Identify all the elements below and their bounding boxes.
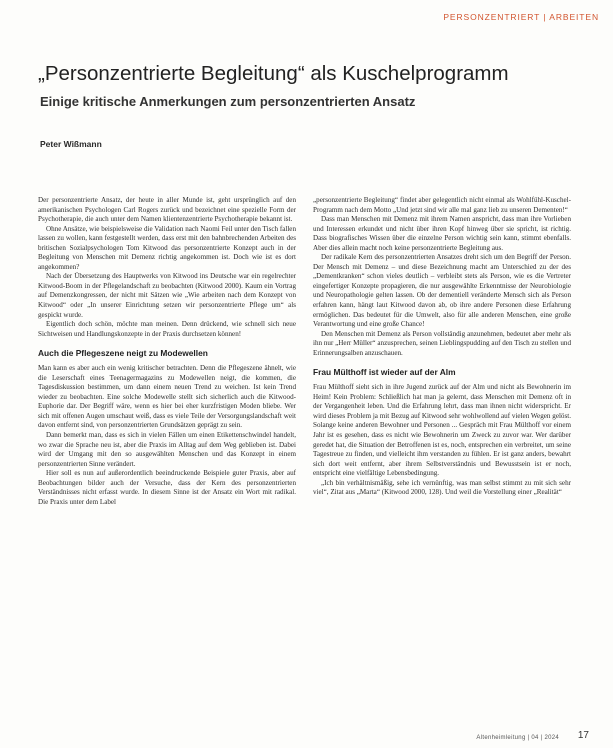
journal-footer: Altenheimleitung | 04 | 2024 xyxy=(476,735,559,741)
paragraph: Hier soll es nun auf außerordentlich beeindruckende Beispiele guter Praxis, aber auf Beobachtungen bilder auch der Versuche, dass der Kern des personzentrierten Verständnisses nicht erfasst wurde. In diesem Sinne ist der Ansatz ein Wort mit radikal. Die Praxis unter dem Label xyxy=(38,469,296,506)
page-number: 17 xyxy=(577,730,589,741)
section-label: PERSONZENTRIERT | ARBEITEN xyxy=(443,12,599,22)
left-text-column xyxy=(38,196,296,507)
article-subtitle: Einige kritische Anmerkungen zum personzentrierten Ansatz xyxy=(40,94,416,109)
article-title: „Personzentrierte Begleitung“ als Kuschelprogramm xyxy=(38,62,509,85)
paragraph: Der personzentrierte Ansatz, der heute in aller Munde ist, geht ursprünglich auf den amerikanischen Psychologen Carl Rogers zurück und bezeichnet eine spezielle Form der Psychotherapie, die auch unter dem Namen klientenzentrierte Psychotherapie bekannt ist. xyxy=(38,196,296,224)
paragraph: „Ich bin verhältnismäßig, sehe ich vernünftig, was man selbst stimmt zu mit sich sehr viel“, Zitat aus „Marta“ (Kitwood 2000, 128). Und weil die Vorstellung einer „Realität“ xyxy=(313,478,571,497)
paragraph: Den Menschen mit Demenz als Person vollständig anzunehmen, bedeutet aber mehr als ihn nur „Herr Müller“ anzusprechen, seinen Lieblingspudding auf den Tisch zu stellen und Erinnerungsalben anzuschauen. xyxy=(313,329,571,357)
paragraph: Der radikale Kern des personzentrierten Ansatzes dreht sich um den Begriff der Person. Der Mensch mit Demenz – und diese Bezeichnung macht am Unterschied zu der des „Dementkranken“ schon vieles deutlich – verbleibt stets als Person, wie es die Vertreter eingefertiger Konzepte propagieren, die nur ausgewählte Erkenntnisse der Neurobiologie und Neuropathologie gelten lassen. Ob der dementiell veränderte Mensch sich als Person erfahren kann, hängt laut Kitwood davon ab, ob ihre andere Personen diese Erfahrung ermöglichen. Das bedeutet für die Umwelt, also für alle anderen Menschen, eine große Verantwortung und eine große Chance! xyxy=(313,253,571,329)
paragraph: „personzentrierte Begleitung“ findet aber gelegentlich nicht einmal als Wohlfühl-Kuschel-Programm nach dem Motto „Und jetzt sind wir alle mal ganz lieb zu unseren Dementen!“ xyxy=(313,196,571,214)
section-heading: Auch die Pflegeszene neigt zu Modewellen xyxy=(38,348,208,359)
author-name: Peter Wißmann xyxy=(40,139,102,149)
paragraph: Nach der Übersetzung des Hauptwerks von Kitwood ins Deutsche war ein regelrechter Kitwood-Boom in der Pflegelandschaft zu beobachten (Kitwood 2000). Kaum ein Vortrag auf Demenzkongressen, der nicht mit Sätzen wie „Wie arbeiten nach dem Konzept von Kitwood“ oder „In unserer Einrichtung setzen wir personzentrierte Pflege um“ als gespickt wurde. xyxy=(38,272,296,319)
paragraph: Man kann es aber auch ein wenig kritischer betrachten. Denn die Pflegeszene ähnelt, wie die Leserschaft eines Teenagermagazins zu Modewellen neigt, die kommen, die Tagesdiskussion bestimmen, um dann einem neuen Trend zu weichen. Ist kein Trend wieder zu beobachten. Eine solche Modewelle stellt sich sicherlich auch die Kitwood-Euphorie dar. Der Begriff wäre, wenn es hier bei eher kurzfristigen Moden bliebe. Wer sich mit offenen Augen umschaut weiß, dass es viele Teile der Versorgungslandschaft weit davon entfernt sind, von personzentrierten Grundsätzen geprägt zu sein. xyxy=(38,364,296,430)
paragraph: Dass man Menschen mit Demenz mit ihrem Namen anspricht, dass man ihre Vorlieben und Interessen erkundet und nicht über ihren Kopf hinweg über sie spricht, ist richtig. Dass biografisches Wissen über die einzelne Person wichtig sein kann, stimmt ebenfalls. Aber dies allein macht noch keine personzentrierte Begleitung aus. xyxy=(313,215,571,252)
section-heading: Frau Mülthoff ist wieder auf der Alm xyxy=(313,367,456,378)
paragraph: Frau Mülthoff sieht sich in ihre Jugend zurück auf der Alm und nicht als Bewohnerin im Heim! Kein Problem: Schließlich hat man ja gelernt, dass Menschen mit Demenz oft in der Vergangenheit leben. Und die Erfahrung lehrt, dass man ihnen nicht widerspricht. Er wird dieses Problem ja mit Bezug auf Kitwood sehr wohlwollend auf vielen Wegen gelöst. Solange keine anderen Bewohner und Personen ... Gespräch mit Frau Mülthoff vor einem Jahr ist es gesehen, dass es nicht wie Bewohnerin um Zweck zu zuvor war. Wer darüber geredet hat, die Situation der Betroffenen ist es, noch, entsprechen ein verbreitet, um seine Tagestreue zu finden, und vielleicht ihm verstanden zu fühlen. Er ist ganz anders, bewahrt sich dort weit entfernt, aber ihrem Selbstverständnis und Bewusstsein ist er noch, entspricht eine vielfältige Lebensbedingung. xyxy=(313,383,571,478)
paragraph: Eigentlich doch schön, möchte man meinen. Denn drückend, wie schnell sich neue Sichtweisen und Handlungskonzepte in der Praxis durchsetzen können! xyxy=(38,320,296,338)
right-text-column xyxy=(313,196,571,498)
paragraph: Ohne Ansätze, wie beispielsweise die Validation nach Naomi Feil unter den Tisch fallen lassen zu wollen, kann festgestellt werden, dass erst mit den bahnbrechenden Arbeiten des britischen Sozialpsychologen Tom Kitwood das personzentrierte Konzept auch in der Begleitung von Menschen mit Demenz richtig angekommen ist. Doch wie ist es dort angekommen? xyxy=(38,224,296,271)
paragraph: Dann bemerkt man, dass es sich in vielen Fällen um einen Etikettenschwindel handelt, wo zwar die Sprache neu ist, aber die Praxis im Alltag auf dem Weg geblieben ist. Dabei wird der Umgang mit den so ausgewählten Menschen und das Konzept in einem personzentrierten Sinne verändert. xyxy=(38,431,296,468)
